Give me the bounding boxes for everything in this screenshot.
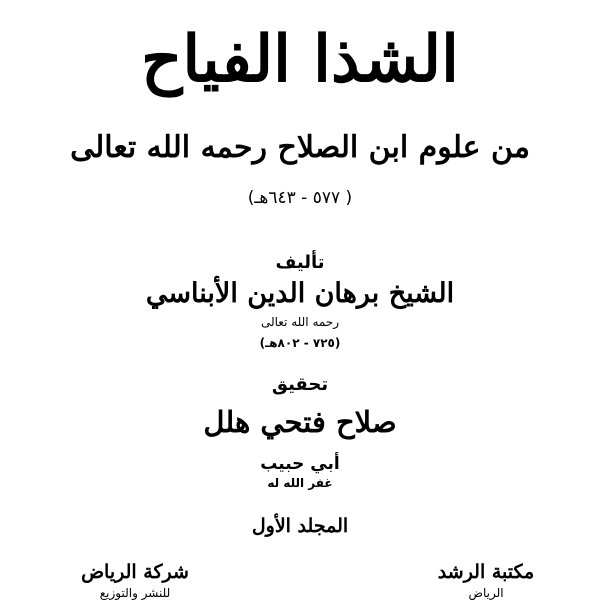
- book-title: الشذا الفياح: [141, 22, 459, 97]
- publisher-left-sub: للنشر والتوزيع: [99, 586, 171, 600]
- author-blessing: رحمه الله تعالى: [260, 315, 340, 329]
- author-name: الشيخ برهان الدين الأبناسي: [145, 278, 455, 309]
- editor-kunya: أبي حبيب: [260, 454, 340, 474]
- editor-blessing: غفر الله له: [267, 476, 333, 490]
- volume-label: المجلد الأول: [251, 515, 349, 537]
- book-subtitle: من علوم ابن الصلاح رحمه الله تعالى: [70, 130, 530, 165]
- publisher-right-city: الرياض: [468, 586, 504, 600]
- editor-label: تحقيق: [271, 374, 329, 395]
- editor-name: صلاح فتحي هلل: [203, 405, 397, 439]
- author-dates: (٧٢٥ - ٨٠٢هـ): [259, 336, 341, 350]
- work-dates: ( ٥٧٧ - ٦٤٣هـ): [247, 188, 353, 208]
- publisher-right: [406, 560, 566, 602]
- author-label: تأليف: [275, 252, 325, 273]
- publisher-left: [50, 560, 220, 602]
- publisher-right-name: مكتبة الرشد: [437, 561, 535, 583]
- publisher-left-name: شركة الرياض: [81, 561, 189, 583]
